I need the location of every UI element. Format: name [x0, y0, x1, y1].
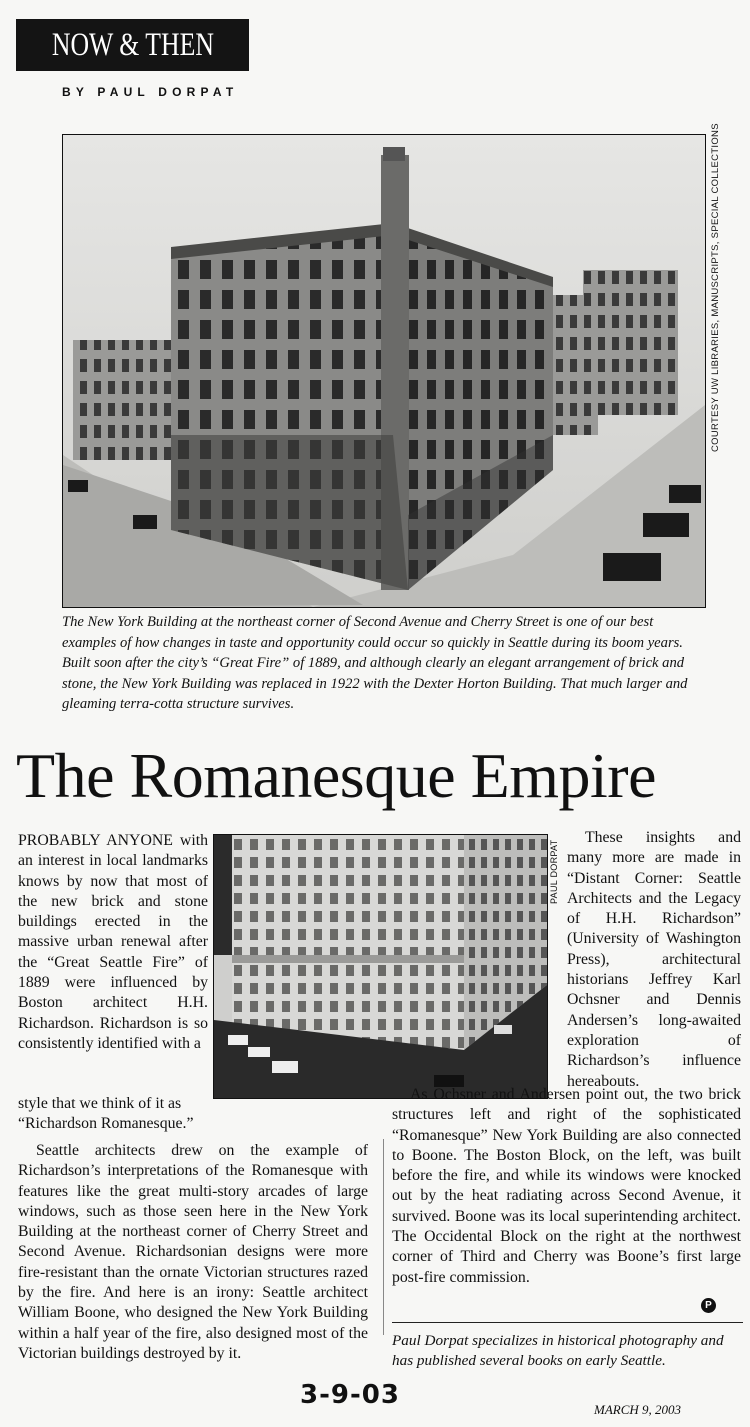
photo-credit-dorpat: PAUL DORPAT	[549, 839, 559, 904]
article-col1-paragraph1: PROBABLY ANYONE with an interest in local landmarks knows by now that most of the new brick and stone buildings erected in the massive urban renewal after the “Great Seattle Fire” of 1889 were influenced by Boston architect H.H. Richardson. Richardson is so consistently identified with a	[18, 832, 208, 1052]
photo-caption: The New York Building at the northeast corner of Second Avenue and Cherry Street is one of our best examples of how changes in taste and opportunity could occur so quickly in Seattle during its boom years. Built soon after the city’s “Great Fire” of 1889, and although clearly an elegant arrangement of brick and stone, the New York Building was replaced in 1922 with the Dexter Horton Building. That much larger and gleaming terra-cotta structure survives.	[62, 614, 688, 712]
author-bio: Paul Dorpat specializes in historical photography and has published several books on early Seattle.	[392, 1332, 724, 1369]
article-col2-paragraph1: These insights and many more are made in “Distant Corner: Seattle Architects and the Legacy of H.H. Richardson” (University of Washington Press), architectural historians Jeffrey Karl Ochsner and Dennis Andersen’s long-awaited exploration of Richardson’s influence hereabouts.	[567, 829, 741, 1090]
article-headline: The Romanesque Empire	[16, 740, 656, 811]
byline: BY PAUL DORPAT	[62, 85, 239, 99]
photo-credit-uw: COURTESY UW LIBRARIES, MANUSCRIPTS, SPECIAL COLLECTIONS	[710, 123, 721, 452]
article-col1-paragraph1-end: style that we think of it as “Richardson Romanesque.”	[18, 1095, 194, 1133]
masthead-label: NOW & THEN	[51, 26, 214, 63]
handwritten-date: 3-9-03	[300, 1380, 400, 1410]
article-col1-paragraph2: Seattle architects drew on the example of Richardson’s interpretations of the Romanesque with features like the great multi-story arcades of large windows, such as those seen here in the New York Building at the northeast corner of Cherry Street and Second Avenue. Richardsonian designs were more fire-resistant than the ornate Victorian structures razed by the fire. And here is an irony: Seattle architect William Boone, who designed the New York Building within a half year of the fire, also designed most of the Victorian buildings destroyed by it.	[18, 1142, 368, 1362]
bio-divider	[392, 1322, 743, 1323]
masthead-now-and-then	[16, 19, 249, 71]
article-col2-paragraph2: As Ochsner and Andersen point out, the two brick structures left and right of the sophisticated “Romanesque” New York Building are also connected to Boone. The Boston Block, on the left, was built before the fire, and while its windows were knocked out by the heat radiating across Second Avenue, it survived. Boone was its local superintending architect. The Occidental Block on the right at the northwest corner of Third and Cherry was Boone’s first large post-fire commission.	[392, 1086, 741, 1286]
new-york-building-photo	[62, 134, 706, 608]
dateline: MARCH 9, 2003	[594, 1402, 682, 1417]
dexter-horton-building-photo	[213, 834, 548, 1099]
end-mark-icon: P	[701, 1298, 716, 1313]
column-divider	[383, 1139, 384, 1335]
